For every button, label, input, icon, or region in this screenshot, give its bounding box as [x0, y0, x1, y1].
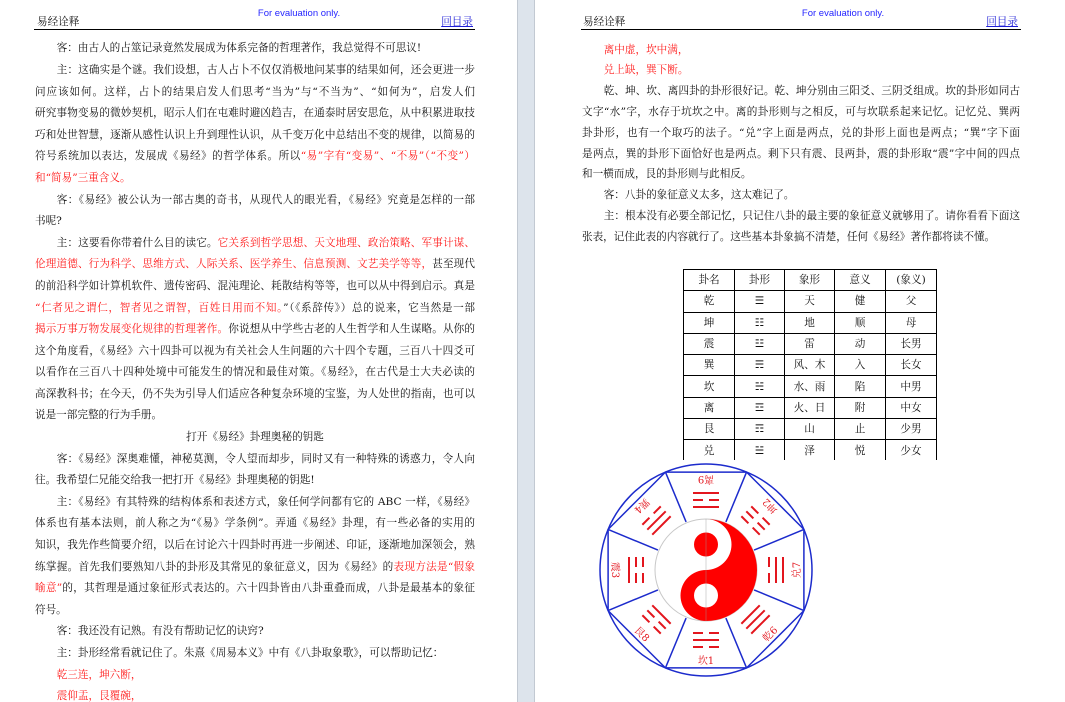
sector-label: 兑7 — [792, 561, 803, 579]
text-line — [35, 125, 475, 147]
table-cell: 父 — [886, 291, 937, 312]
table-cell: 少女 — [886, 440, 937, 460]
text-line — [35, 82, 475, 104]
table-cell: 坎 — [684, 376, 735, 397]
text-line — [582, 164, 1020, 185]
text-span: 以看作在三百八十四种处境中可能发生的情况和最佳对策。《易经》，在古代是士大夫必读的 — [35, 366, 475, 379]
table-row — [684, 440, 937, 460]
text-line — [35, 686, 475, 702]
evaluation-watermark: For evaluation only. — [257, 8, 341, 19]
text-span: 说是一部完整的行为手册。 — [35, 409, 163, 422]
text-line — [35, 254, 475, 276]
highlighted-text: “易”字有“变易”、“不易”（“不变”） — [300, 150, 475, 163]
yin-line — [642, 518, 649, 525]
sector-label: 乾6 — [761, 625, 781, 645]
header-rule — [34, 29, 475, 30]
table-cell: 中男 — [886, 376, 937, 397]
yin-line — [751, 506, 758, 513]
text-span: 研究事物变易的微妙契机，昭示人们在屯难时避凶趋吉，在通泰时居安思危，从中积累进取技 — [35, 107, 475, 120]
table-cell: 地 — [785, 312, 835, 333]
highlighted-text: 离中虚，坎中满， — [603, 43, 689, 56]
yin-line — [753, 528, 760, 535]
yin-line — [758, 523, 765, 530]
trigram-table — [683, 269, 937, 460]
text-span: 主：《易经》有其特殊的结构体系和表述方式，象任何学问都有它的 ABC 一样，《易经》 — [56, 495, 475, 508]
table-cell: 风、木 — [785, 355, 835, 376]
table-cell: 入 — [835, 355, 886, 376]
table-header-cell: (象义) — [886, 270, 937, 291]
sector-label: 艮8 — [631, 625, 651, 645]
trigram-symbol-icon: ☰ — [735, 291, 785, 312]
trigram-table-body — [684, 291, 937, 460]
paragraph — [35, 492, 475, 622]
sector-divider — [665, 618, 686, 668]
text-line — [35, 427, 475, 449]
text-line — [35, 513, 475, 535]
text-span: 符号。 — [35, 603, 67, 616]
trigram-symbol-icon: ☱ — [735, 440, 785, 460]
text-line — [35, 276, 475, 298]
bagua-sector — [769, 557, 803, 583]
sector-divider — [754, 529, 804, 550]
table-cell: 巽 — [684, 355, 735, 376]
evaluation-watermark: For evaluation only. — [801, 8, 885, 19]
text-line — [35, 341, 475, 363]
table-cell: 雷 — [785, 333, 835, 354]
bagua-sector — [741, 605, 783, 647]
sector-label: 巽4 — [631, 495, 651, 515]
text-span: 客：《易经》深奥难懂，神秘莫测，令人望而却步，同时又有一种特殊的诱惑力，令人向 — [56, 452, 475, 465]
table-cell: 顺 — [835, 312, 886, 333]
table-header-cell: 象形 — [785, 270, 835, 291]
table-cell: 兑 — [684, 440, 735, 460]
text-span: 符号系统加以表达，发展成《易经》的哲学体系。所以 — [35, 150, 301, 163]
text-span: 往。我希望仁兄能交给我一把打开《易经》卦理奥秘的钥匙! — [35, 474, 315, 487]
table-cell: 艮 — [684, 419, 735, 440]
yang-line — [746, 610, 764, 628]
yin-line — [741, 516, 748, 523]
trigram-table-container — [683, 269, 943, 460]
table-header-row — [684, 270, 937, 291]
text-span: 的前沿科学如计算机软件、遗传密码、混沌理论、耗散结构等等，也可以从中得到启示。真是 — [35, 279, 475, 292]
table-cell: 乾 — [684, 291, 735, 312]
highlighted-text: 表现方法是“假象 — [393, 560, 475, 573]
text-line — [582, 185, 1020, 206]
text-span: 高深教科书；在今天，仍不失为引导人们适应各种复杂环境的宝鉴，为人处世的指南，也可以 — [35, 387, 475, 400]
paragraph — [35, 190, 475, 233]
table-cell: 悦 — [835, 440, 886, 460]
text-span: 你说想从中学些古老的人生哲学和人生谋略。从你的 — [228, 323, 475, 336]
table-row — [684, 355, 937, 376]
text-span: ”（《系辞传》）总的说来，它当然是一部 — [283, 301, 475, 314]
text-span: 体系也有基本法则，前人称之为“《易》学条例”。弄通《易经》卦理，有一些必备的实用的 — [35, 517, 475, 530]
text-line — [582, 144, 1020, 165]
text-span: 文字“水”字，水存于坑坎之中。离的卦形则与之相反，可与坎联系起来记忆。记忆兑、巽两 — [582, 105, 1020, 118]
running-header-title: 易经诠释 — [37, 16, 80, 28]
highlighted-text: 乾三连，坤六断， — [56, 668, 142, 681]
verse-block — [582, 40, 1020, 82]
back-to-toc-link[interactable]: 回目录 — [441, 16, 473, 28]
trigram-symbol-icon: ☶ — [735, 419, 785, 440]
highlighted-text: 揭示万事万物发展变化规律的哲理著作。 — [35, 323, 229, 336]
yin-line — [746, 511, 753, 518]
sector-divider — [754, 590, 804, 611]
paragraph — [35, 643, 475, 665]
text-span: 主：卦形经常看就记住了。朱熹《周易本义》中有《八卦取象歌》，可以帮助记忆： — [56, 647, 444, 660]
text-line — [35, 643, 475, 665]
yin-line — [654, 506, 661, 513]
text-span: 客：八卦的象征意义太多，这太难记了。 — [603, 189, 795, 202]
text-span: 是两点，巽的卦形下面恰好也是两点。剩下只有震、艮两卦，震的卦形取“震”字中间的四点 — [582, 147, 1020, 160]
paragraph — [35, 233, 475, 427]
text-line — [35, 319, 475, 341]
paragraph — [35, 38, 475, 60]
bagua-sector — [741, 492, 783, 534]
section-heading — [35, 427, 475, 449]
text-line — [582, 206, 1020, 227]
text-span: 主：这要看你带着什么目的读它。 — [56, 236, 218, 249]
table-header-cell: 意义 — [835, 270, 886, 291]
sector-divider — [726, 618, 747, 668]
table-row — [684, 419, 937, 440]
verse-block — [35, 665, 475, 702]
text-line — [35, 578, 475, 600]
text-line — [35, 211, 475, 233]
text-line — [35, 449, 475, 471]
header-rule — [581, 29, 1021, 30]
sector-divider — [608, 590, 658, 611]
table-cell: 附 — [835, 397, 886, 418]
text-line — [35, 384, 475, 406]
text-span: 的，其哲理是通过象征形式表达的。六十四卦皆由八卦重叠而成，八卦是最基本的象征 — [62, 582, 475, 595]
bagua-diagram — [590, 458, 822, 690]
yin-line — [647, 610, 654, 617]
table-cell: 少男 — [886, 419, 937, 440]
sector-label: 坤2 — [761, 495, 781, 515]
text-span: 客：我还没有记熟。有没有帮助记忆的诀窍? — [56, 625, 264, 638]
sector-label: 震3 — [609, 561, 620, 579]
bagua-sector — [628, 492, 670, 534]
table-row — [684, 397, 937, 418]
running-header-title: 易经诠释 — [583, 16, 626, 28]
bagua-sector — [693, 633, 719, 667]
text-line — [35, 190, 475, 212]
table-cell: 坤 — [684, 312, 735, 333]
text-span: 问应该如何。这样，占卜的结果启发人们思考“当为”与“不当为”、“如何为”，启发人们 — [35, 85, 475, 98]
trigram-table-head — [684, 270, 937, 291]
text-line — [35, 103, 475, 125]
back-to-toc-link[interactable]: 回目录 — [986, 16, 1018, 28]
yang-line — [652, 516, 670, 534]
table-cell: 火、日 — [785, 397, 835, 418]
text-line — [582, 81, 1020, 102]
text-line — [35, 665, 475, 687]
text-line — [35, 298, 475, 320]
text-line — [35, 600, 475, 622]
table-header-cell: 卦名 — [684, 270, 735, 291]
yang-line — [652, 605, 670, 623]
text-span: 乾、坤、坎、离四卦的卦形很好记。乾、坤分别由三阳爻、三阴爻组成。坎的卦形如同古 — [603, 85, 1020, 98]
paragraph — [35, 621, 475, 643]
paragraph — [582, 185, 1020, 206]
text-line — [35, 535, 475, 557]
table-row — [684, 312, 937, 333]
document-page-left — [0, 0, 517, 702]
trigram-symbol-icon: ☵ — [735, 376, 785, 397]
document-page-right — [535, 0, 1065, 702]
text-span: 书呢? — [35, 215, 62, 228]
table-cell: 动 — [835, 333, 886, 354]
text-span: 客：由古人的占筮记录竟然发展成为体系完备的哲理著作，我总觉得不可思议! — [56, 42, 422, 55]
table-cell: 母 — [886, 312, 937, 333]
sector-label: 离9 — [697, 473, 715, 484]
text-span: 张表，记住此表的内容就行了。这些基本卦象搞不清楚，任何《易经》著作都将读不懂。 — [582, 230, 996, 243]
table-header-cell: 卦形 — [735, 270, 785, 291]
paragraph — [582, 206, 1020, 248]
text-line — [35, 38, 475, 60]
sector-divider — [665, 472, 686, 522]
page-body-text — [35, 38, 475, 702]
highlighted-text: 它关系到哲学思想、天文地理、政治策略、军事计谋、 — [217, 236, 475, 249]
sector-label: 坎1 — [697, 656, 715, 667]
table-cell: 健 — [835, 291, 886, 312]
text-line — [35, 621, 475, 643]
trigram-symbol-icon: ☲ — [735, 397, 785, 418]
table-cell: 长女 — [886, 355, 937, 376]
highlighted-text: 伦理道德、行为科学、思维方式、人际关系、医学养生、信息预测、文艺美学等等， — [35, 258, 433, 271]
highlighted-text: 兑上缺，巽下断。 — [603, 64, 689, 77]
yang-line — [647, 511, 665, 529]
text-span: 卦卦形，也有一个取巧的法子。“兑”字上面是两点，兑的卦形上面也是两点；“巽”字下面 — [582, 126, 1020, 139]
text-span: 这个角度看，《易经》六十四卦可以视为有关社会人生问题的六十四个专题，三百八十四爻可 — [35, 344, 475, 357]
highlighted-text: 震仰盂，艮覆碗， — [56, 690, 142, 702]
table-cell: 长男 — [886, 333, 937, 354]
sector-divider — [608, 529, 658, 550]
text-line — [35, 362, 475, 384]
table-cell: 中女 — [886, 397, 937, 418]
sector-divider — [726, 472, 747, 522]
paragraph — [35, 60, 475, 190]
text-span: 甚至现代 — [432, 258, 475, 271]
bagua-sector — [693, 473, 719, 507]
text-span: 练掌握。首先我们要熟知八卦的卦形及其常见的象征意义，因为《易经》的 — [35, 560, 394, 573]
text-line — [582, 227, 1020, 248]
table-cell: 离 — [684, 397, 735, 418]
paragraph — [35, 449, 475, 492]
table-row — [684, 376, 937, 397]
paragraph — [582, 81, 1020, 185]
yang-line — [741, 605, 759, 623]
yin-line — [654, 627, 661, 634]
page-gap — [517, 0, 535, 702]
text-line — [35, 146, 475, 168]
bagua-sector — [628, 605, 670, 647]
table-cell: 止 — [835, 419, 886, 440]
table-row — [684, 291, 937, 312]
table-cell: 震 — [684, 333, 735, 354]
text-line — [35, 233, 475, 255]
table-cell: 陷 — [835, 376, 886, 397]
text-line — [582, 40, 1020, 61]
trigram-symbol-icon: ☳ — [735, 333, 785, 354]
text-span: 知识，我先作些简要介绍，以后在讨论六十四卦时再进一步阐述、印证，逐渐地加深领会，熟 — [35, 539, 475, 552]
bagua-sector — [609, 557, 643, 583]
text-span: 巧和处世智慧，逐渐从感性认识上升到理性认识，从千变万化中总结出不变的规律，以简易的 — [35, 128, 475, 141]
yin-line — [659, 622, 666, 629]
text-span: 主：这确实是个谜。我们设想，古人占卜不仅仅消极地问某事的结果如何，还会更进一步 — [56, 63, 475, 76]
text-line — [582, 102, 1020, 123]
text-line — [35, 492, 475, 514]
text-line — [35, 557, 475, 579]
text-span: 和一横而成，艮的卦形则与此相反。 — [582, 168, 752, 181]
yin-line — [642, 615, 649, 622]
trigram-symbol-icon: ☷ — [735, 312, 785, 333]
table-cell: 山 — [785, 419, 835, 440]
table-cell: 泽 — [785, 440, 835, 460]
text-span: 主：根本没有必要全部记忆，只记住八卦的最主要的象征意义就够用了。请你看看下面这 — [603, 209, 1020, 222]
highlighted-text: 和“简易”三重含义。 — [35, 171, 131, 184]
text-span: 客：《易经》被公认为一部古奥的奇书，从现代人的眼光看，《易经》究竟是怎样的一部 — [56, 193, 475, 206]
text-line — [582, 123, 1020, 144]
text-line — [35, 470, 475, 492]
text-line — [35, 168, 475, 190]
yin-line — [763, 518, 770, 525]
highlighted-text: “仁者见之谓仁，智者见之谓智，百姓日用而不知。 — [35, 301, 284, 314]
page-body-text — [582, 40, 1020, 248]
table-row — [684, 333, 937, 354]
text-line — [582, 60, 1020, 81]
table-cell: 水、雨 — [785, 376, 835, 397]
trigram-symbol-icon: ☴ — [735, 355, 785, 376]
text-line — [35, 405, 475, 427]
text-line — [35, 60, 475, 82]
text-span: 打开《易经》卦理奥秘的钥匙 — [186, 431, 324, 444]
table-cell: 天 — [785, 291, 835, 312]
highlighted-text: 喻意” — [35, 582, 63, 595]
